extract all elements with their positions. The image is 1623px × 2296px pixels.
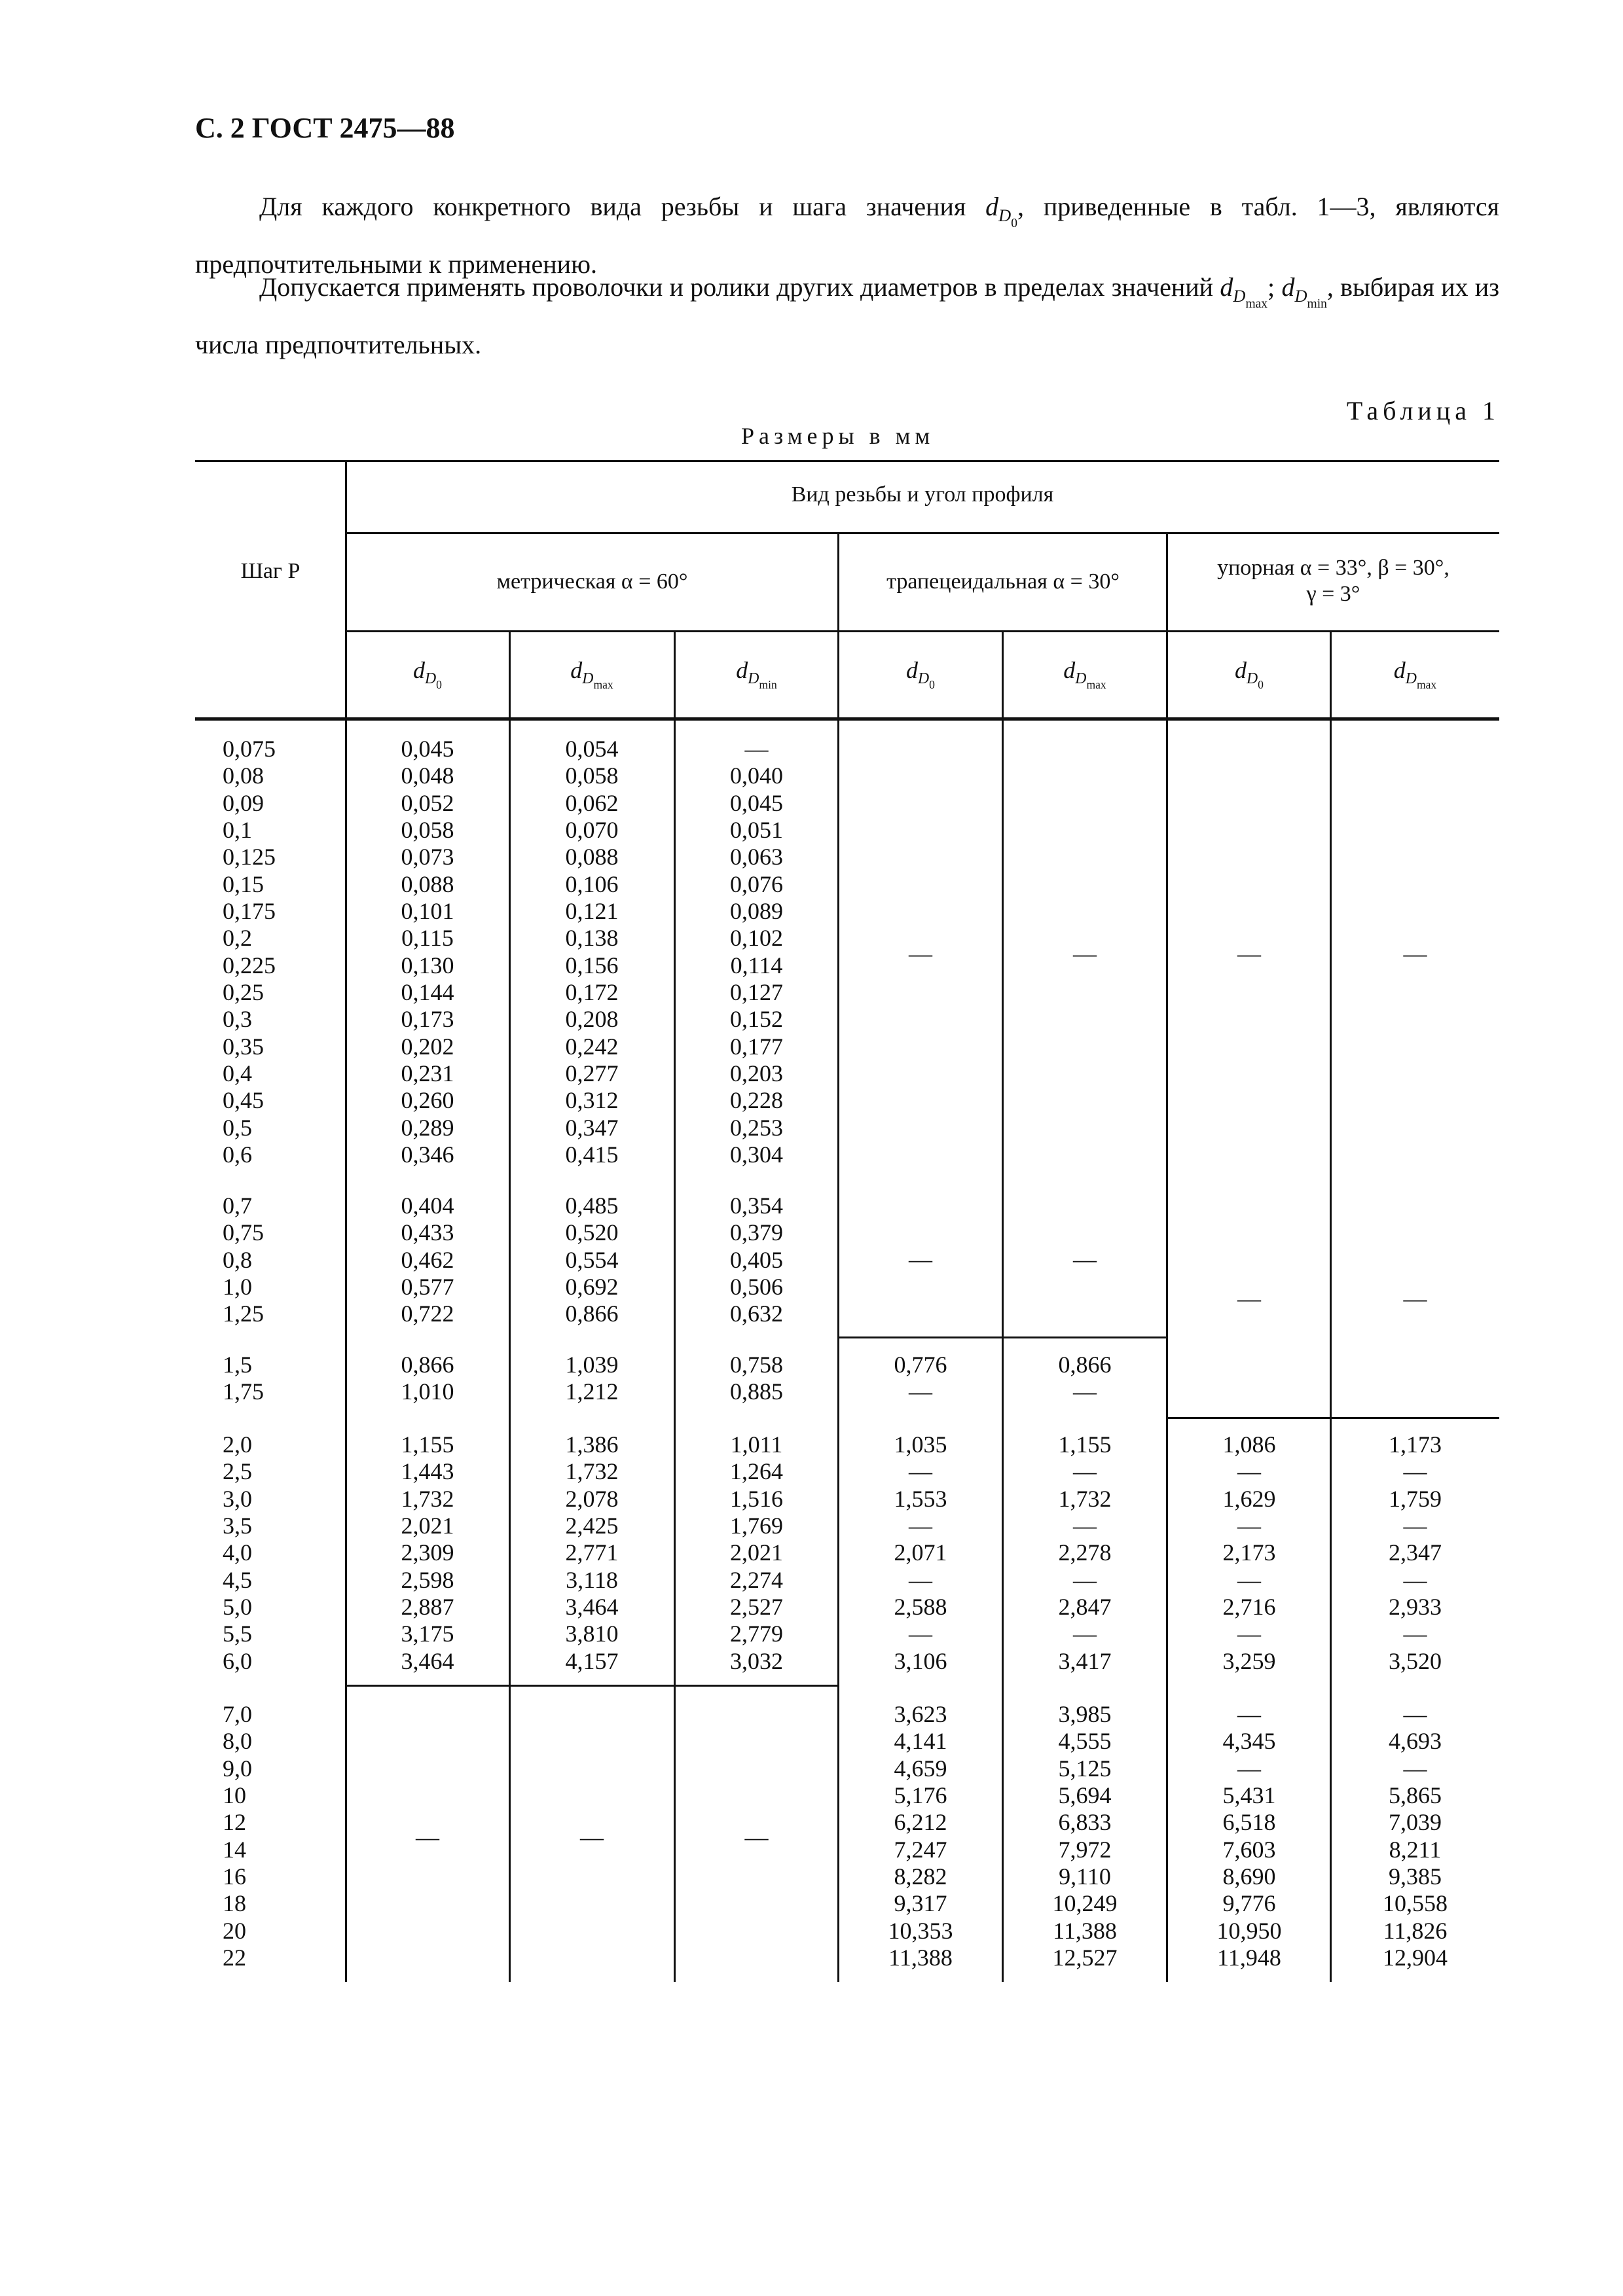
paragraph-2-text-a: Допускается применять проволочки и ролики других диаметров в пределах значений: [259, 272, 1220, 302]
block-2-step: 1,5 1,75: [223, 1352, 264, 1405]
block-3-trapez-d0: 1,035 — 1,553 — 2,071 — 2,588 — 3,106: [894, 1431, 947, 1674]
symbol-ddmin: $d_{D_{min}}$: [1281, 272, 1327, 312]
block-1-trapez-dmax-dash: —: [1073, 1246, 1097, 1272]
block-0-trapez-d0-dash: —: [909, 941, 932, 967]
head-buttress-d0: $d_{D_0}$: [1235, 657, 1264, 692]
block-3-step: 2,0 2,5 3,0 3,5 4,0 4,5 5,0 5,5 6,0: [223, 1431, 252, 1674]
block-1-metric-dmin: 0,354 0,379 0,405 0,506 0,632: [730, 1193, 783, 1327]
block-3-metric-dmin: 1,011 1,264 1,516 1,769 2,021 2,274 2,527 2,779 3,032: [730, 1431, 783, 1674]
paragraph-1-text-b: , приведенные в табл. 1—3, являются предпочтительными к применению.: [195, 192, 1499, 279]
table-caption: Таблица 1: [1346, 396, 1500, 425]
symbol-dd0: $d_{D_0}$: [985, 192, 1017, 231]
block-4-buttress-d0: — 4,345 — 5,431 6,518 7,603 8,690 9,776 10,950 11,948: [1216, 1701, 1282, 1971]
block-3-buttress-d0: 1,086 — 1,629 — 2,173 — 2,716 — 3,259: [1222, 1431, 1276, 1674]
block-0-trapez-dmax-dash: —: [1073, 941, 1097, 967]
head-thread-kind: Вид резьбы и угол профиля: [791, 482, 1054, 507]
block-4-metric-dmax-dash: —: [580, 1824, 604, 1850]
block-3-metric-d0: 1,155 1,443 1,732 2,021 2,309 2,598 2,887 3,175 3,464: [401, 1431, 454, 1674]
block-4-metric-dmin-dash: —: [744, 1824, 769, 1850]
block-0-step: 0,075 0,08 0,09 0,1 0,125 0,15 0,175 0,2 0,225 0,25 0,3 0,35 0,4 0,45 0,5 0,6: [223, 736, 276, 1168]
block-0-metric-dmin: — 0,040 0,045 0,051 0,063 0,076 0,089 0,102 0,114 0,127 0,152 0,177 0,203 0,228 0,253 0,304: [730, 736, 783, 1168]
block-3-metric-dmax: 1,386 1,732 2,078 2,425 2,771 3,118 3,464 3,810 4,157: [565, 1431, 619, 1674]
block-1-buttress-d0-dash: —: [1237, 1285, 1261, 1312]
block-2-trapez-d0: 0,776 —: [894, 1352, 947, 1405]
head-trapez-d0: $d_{D_0}$: [906, 657, 935, 692]
block-3-trapez-dmax: 1,155 — 1,732 — 2,278 — 2,847 — 3,417: [1058, 1431, 1112, 1674]
head-buttress-line-1: упорная α = 33°, β = 30°,: [1217, 556, 1450, 580]
block-0-metric-dmax: 0,054 0,058 0,062 0,070 0,088 0,106 0,121 0,138 0,156 0,172 0,208 0,242 0,277 0,312 0,347 0,415: [565, 736, 619, 1168]
rule-buttress-start: [1167, 1417, 1499, 1419]
block-1-step: 0,7 0,75 0,8 1,0 1,25: [223, 1193, 264, 1327]
block-0-buttress-d0-dash: —: [1237, 941, 1261, 967]
head-buttress-dmax: $d_{D_{max}}$: [1393, 657, 1437, 692]
head-metric-dmax: $d_{D_{max}}$: [570, 657, 613, 692]
paragraph-2: Допускается применять проволочки и ролики других диаметров в пределах значений $d_{D_{max}}$; $d_{D_{min}}$, выбирая их из числа предпочтительных.: [195, 272, 1499, 360]
block-0-buttress-dmax-dash: —: [1403, 941, 1427, 967]
paragraph-2-text-b: , выбирая их из числа предпочтительных.: [195, 272, 1499, 360]
rule-groups: [346, 630, 1499, 632]
head-metric: метрическая α = 60°: [496, 569, 688, 594]
block-3-buttress-dmax: 1,173 — 1,759 — 2,347 — 2,933 — 3,520: [1389, 1431, 1442, 1674]
symbol-ddmax: $d_{D_{max}}$: [1220, 272, 1268, 312]
rule-metric-end: [346, 1685, 839, 1687]
block-1-metric-dmax: 0,485 0,520 0,554 0,692 0,866: [565, 1193, 619, 1327]
block-2-metric-dmax: 1,039 1,212: [565, 1352, 619, 1405]
block-2-trapez-dmax: 0,866 —: [1058, 1352, 1112, 1405]
block-4-metric-d0-dash: —: [416, 1824, 439, 1850]
block-4-trapez-d0: 3,623 4,141 4,659 5,176 6,212 7,247 8,282 9,317 10,353 11,388: [888, 1701, 953, 1971]
head-buttress-line-2: γ = 3°: [1306, 582, 1360, 606]
block-1-buttress-dmax-dash: —: [1403, 1285, 1427, 1312]
head-metric-dmin: $d_{D_{min}}$: [736, 657, 777, 692]
block-2-metric-d0: 0,866 1,010: [401, 1352, 454, 1405]
paragraph-1-text-a: Для каждого конкретного вида резьбы и шага значения: [259, 192, 986, 221]
page-header: С. 2 ГОСТ 2475—88: [195, 112, 455, 144]
block-2-metric-dmin: 0,758 0,885: [730, 1352, 783, 1405]
head-metric-d0: $d_{D_0}$: [413, 657, 442, 692]
head-buttress: [1167, 555, 1499, 607]
block-4-trapez-dmax: 3,985 4,555 5,125 5,694 6,833 7,972 9,110 10,249 11,388 12,527: [1052, 1701, 1118, 1971]
rule-top: [195, 460, 1499, 462]
block-1-metric-d0: 0,404 0,433 0,462 0,577 0,722: [401, 1193, 454, 1327]
head-step: Шаг P: [240, 559, 301, 583]
block-4-step: 7,0 8,0 9,0 10 12 14 16 18 20 22: [223, 1701, 252, 1971]
block-1-trapez-d0-dash: —: [909, 1246, 932, 1272]
table-units: Размеры в мм: [741, 423, 935, 449]
block-0-metric-d0: 0,045 0,048 0,052 0,058 0,073 0,088 0,101 0,115 0,130 0,144 0,173 0,202 0,231 0,260 0,289 0,346: [401, 736, 454, 1168]
block-4-buttress-dmax: — 4,693 — 5,865 7,039 8,211 9,385 10,558 11,826 12,904: [1383, 1701, 1448, 1971]
head-trapez: трапецеидальная α = 30°: [886, 569, 1120, 594]
rule-kind: [346, 532, 1499, 534]
rule-head-bottom: [195, 717, 1499, 721]
head-trapez-dmax: $d_{D_{max}}$: [1063, 657, 1106, 692]
